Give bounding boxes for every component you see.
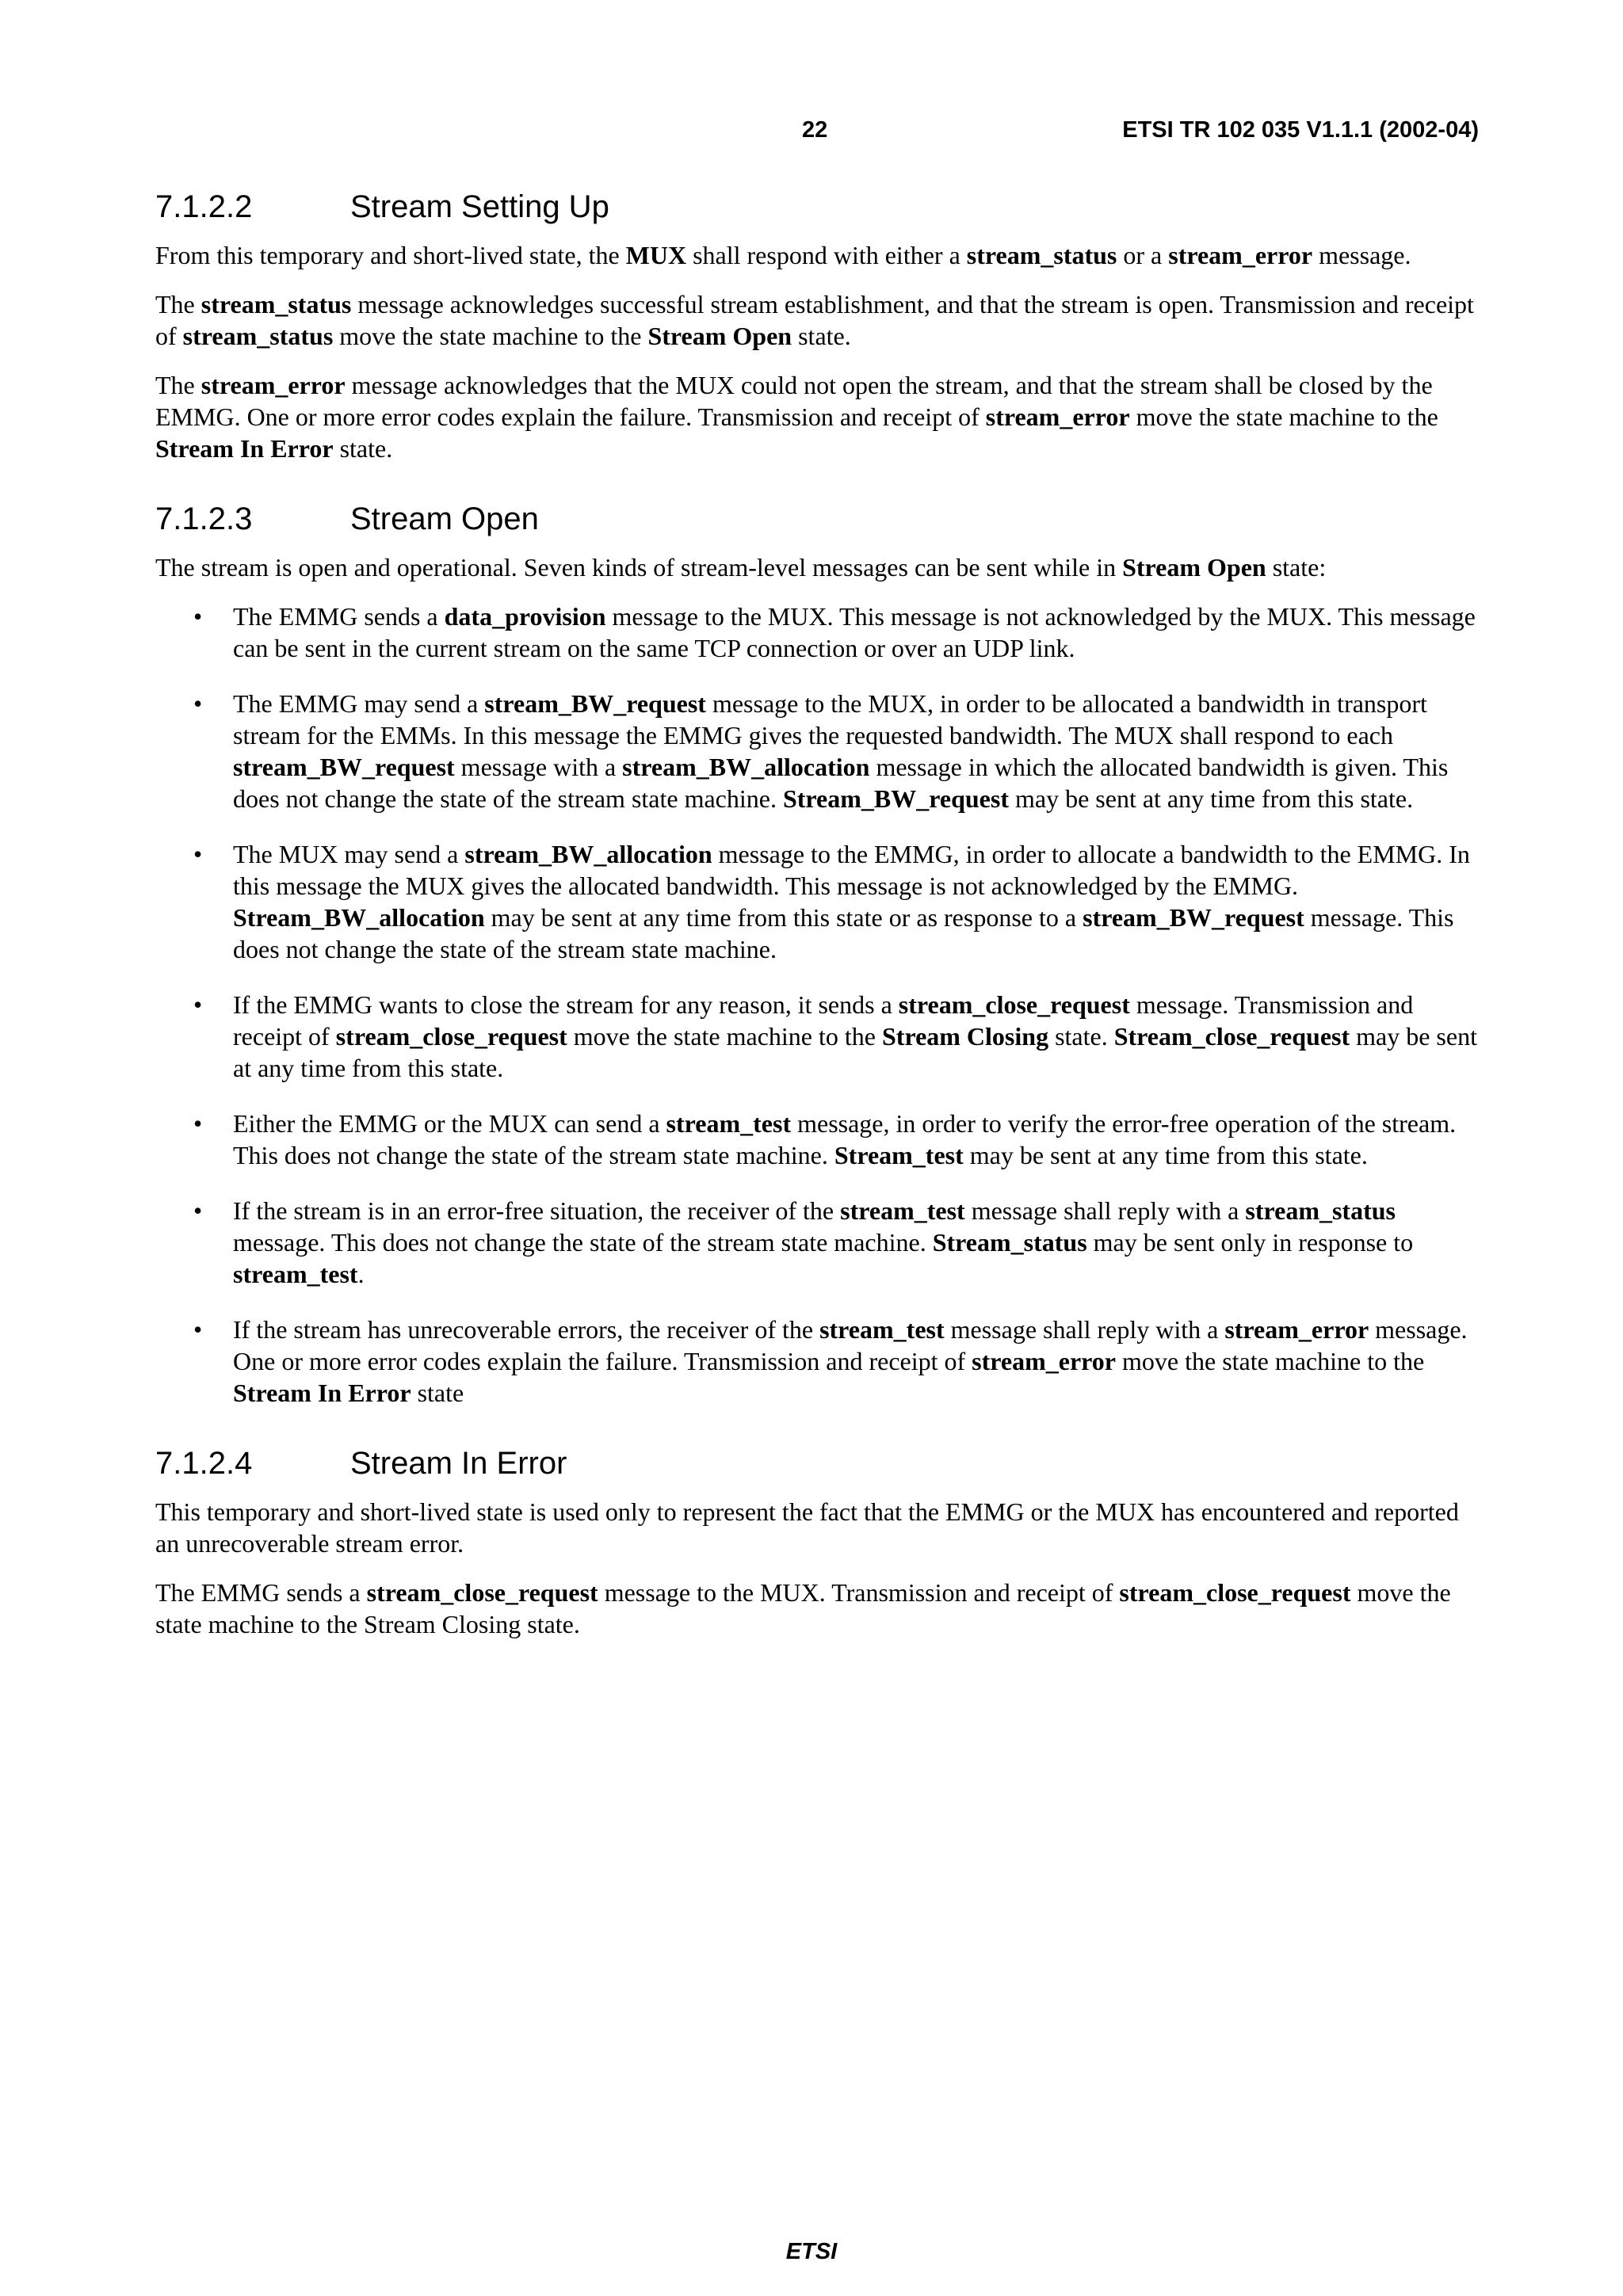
text-run: The (155, 290, 201, 318)
text-run: message. Transmission and receipt of (233, 990, 1414, 1051)
bold-term: Stream_test (834, 1141, 964, 1169)
section-number: 7.1.2.3 (155, 502, 253, 536)
text-run: shall respond with either a (686, 241, 967, 269)
bullet-icon: • (193, 1315, 203, 1344)
bold-term: stream_status (966, 241, 1117, 269)
bullet-icon: • (193, 1196, 203, 1225)
text-run: This temporary and short-lived state is used only to represent the fact that the EMMG or the MUX has encountered and reported an unrecoverable stream error. (155, 1497, 1459, 1558)
bold-term: Stream Closing (881, 1022, 1049, 1051)
bold-term: stream_BW_request (484, 689, 706, 718)
bullet-icon: • (193, 689, 203, 718)
text-run: state (411, 1379, 464, 1407)
text-run: If the stream has unrecoverable errors, the receiver of the (233, 1315, 820, 1344)
bold-term: stream_BW_allocation (464, 840, 712, 868)
text-run: message to the MUX. Transmission and receipt of (598, 1578, 1120, 1607)
text-run: The EMMG sends a (233, 602, 445, 631)
section-number: 7.1.2.4 (155, 1446, 253, 1481)
text-run: move the state machine to the Stream Closing state. (155, 1578, 1451, 1638)
bold-term: Stream In Error (155, 434, 334, 463)
text-run: or a (1117, 241, 1169, 269)
text-run: state: (1266, 553, 1327, 582)
bold-term: stream_error (1168, 241, 1313, 269)
text-run: message to the MUX, in order to be allocated a bandwidth in transport stream for the EMMs. In this message the EMMG gives the requested bandwidth. The MUX shall respond to each (233, 689, 1427, 749)
text-run: may be sent at any time from this state or as response to a (484, 903, 1083, 932)
bold-term: Stream_BW_request (782, 784, 1009, 813)
text-run: The EMMG sends a (155, 1578, 367, 1607)
bold-term: stream_error (985, 402, 1130, 431)
bold-term: data_provision (444, 602, 606, 631)
section-7-1-2-3 (155, 499, 1484, 1409)
section-title: Stream Setting Up (350, 189, 609, 224)
text-run: move the state machine to the (1129, 402, 1438, 431)
text-run: If the EMMG wants to close the stream for any reason, it sends a (233, 990, 899, 1019)
text-run: . (357, 1260, 365, 1288)
footer-label: ETSI (785, 2239, 838, 2264)
text-run: message to the MUX. This message is not acknowledged by the MUX. This message can be sent in the current stream on the same TCP connection or over an UDP link. (233, 602, 1476, 662)
section-heading (155, 499, 1484, 539)
text-run: message acknowledges that the MUX could not open the stream, and that the stream shall be closed by the EMMG. One or more error codes explain the failure. Transmission and receipt of (155, 371, 1433, 431)
bold-term: stream_test (233, 1260, 358, 1288)
text-run: message to the EMMG, in order to allocate a bandwidth to the EMMG. In this message the MUX gives the allocated bandwidth. This message is not acknowledged by the EMMG. (233, 840, 1470, 900)
paragraph (155, 288, 1484, 352)
text-run: message in which the allocated bandwidth is given. This does not change the state of the stream state machine. (233, 753, 1449, 813)
bold-term: stream_error (1224, 1315, 1369, 1344)
bold-term: stream_BW_request (1083, 903, 1304, 932)
text-run: move the state machine to the (1116, 1347, 1425, 1375)
text-run: move the state machine to the (567, 1022, 882, 1051)
section-title: Stream In Error (350, 1446, 567, 1481)
text-run: message, in order to verify the error-free operation of the stream. This does not change the state of the stream state machine. (233, 1109, 1457, 1169)
bold-term: Stream_close_request (1113, 1022, 1350, 1051)
bullet-icon: • (193, 840, 203, 868)
section-number: 7.1.2.2 (155, 189, 253, 224)
text-run: message shall reply with a (964, 1196, 1246, 1225)
text-run: state. (333, 434, 393, 463)
bold-term: stream_status (1245, 1196, 1396, 1225)
bold-term: stream_status (182, 322, 334, 350)
list-item (155, 1195, 1484, 1290)
text-run: message with a (454, 753, 623, 781)
text-run: If the stream is in an error-free situation, the receiver of the (233, 1196, 841, 1225)
text-run: state. (1048, 1022, 1114, 1051)
bold-term: stream_close_request (898, 990, 1130, 1019)
list-item (155, 838, 1484, 965)
text-run: message. (1312, 241, 1411, 269)
bold-term: stream_test (819, 1315, 945, 1344)
list-item (155, 601, 1484, 664)
list-item (155, 688, 1484, 814)
text-run: message. This does not change the state of the stream state machine. (233, 903, 1454, 963)
bold-term: stream_BW_allocation (622, 753, 870, 781)
bold-term: Stream Open (1122, 553, 1266, 582)
text-run: Either the EMMG or the MUX can send a (233, 1109, 666, 1138)
bold-term: stream_error (972, 1347, 1116, 1375)
bold-term: stream_close_request (1119, 1578, 1351, 1607)
text-run: The (155, 371, 201, 399)
text-run: The EMMG may send a (233, 689, 485, 718)
paragraph (155, 369, 1484, 464)
bold-term: Stream_status (932, 1228, 1087, 1257)
bold-term: Stream_BW_allocation (233, 903, 485, 932)
text-run: may be sent at any time from this state. (1008, 784, 1414, 813)
bold-term: stream_error (200, 371, 346, 399)
bold-term: Stream In Error (233, 1379, 411, 1407)
bold-term: stream_status (200, 290, 352, 318)
bold-term: MUX (625, 241, 687, 269)
bullet-icon: • (193, 1109, 203, 1138)
bullet-icon: • (193, 602, 203, 631)
document-body (155, 187, 1484, 1657)
bullet-icon: • (193, 990, 203, 1019)
text-run: From this temporary and short-lived state, the (155, 241, 626, 269)
section-7-1-2-2 (155, 187, 1484, 464)
paragraph (155, 1577, 1484, 1640)
text-run: may be sent only in response to (1086, 1228, 1414, 1257)
bold-term: stream_BW_request (233, 753, 455, 781)
text-run: move the state machine to the (333, 322, 648, 350)
list-item (155, 1108, 1484, 1171)
text-run: message shall reply with a (944, 1315, 1225, 1344)
text-run: may be sent at any time from this state. (233, 1022, 1477, 1082)
text-run: The MUX may send a (233, 840, 465, 868)
text-run: message acknowledges successful stream establishment, and that the stream is open. Transmission and receipt of (155, 290, 1474, 350)
bold-term: stream_test (840, 1196, 965, 1225)
text-run: may be sent at any time from this state. (963, 1141, 1368, 1169)
document-id: ETSI TR 102 035 V1.1.1 (2002-04) (1122, 117, 1479, 143)
paragraph (155, 551, 1484, 583)
text-run: message. This does not change the state of the stream state machine. (233, 1228, 933, 1257)
text-run: message. One or more error codes explain the failure. Transmission and receipt of (233, 1315, 1468, 1375)
list-item (155, 1314, 1484, 1409)
text-run: The stream is open and operational. Seven kinds of stream-level messages can be sent while in (155, 553, 1123, 582)
list-item (155, 989, 1484, 1084)
paragraph (155, 1496, 1484, 1559)
paragraph (155, 239, 1484, 271)
section-heading (155, 187, 1484, 227)
section-heading (155, 1444, 1484, 1483)
text-run: state. (792, 322, 851, 350)
bold-term: stream_test (666, 1109, 792, 1138)
bullet-list (155, 601, 1484, 1409)
bold-term: Stream Open (647, 322, 792, 350)
page-number: 22 (802, 117, 828, 143)
section-7-1-2-4 (155, 1444, 1484, 1640)
section-title: Stream Open (350, 502, 539, 536)
bold-term: stream_close_request (366, 1578, 598, 1607)
bold-term: stream_close_request (335, 1022, 567, 1051)
